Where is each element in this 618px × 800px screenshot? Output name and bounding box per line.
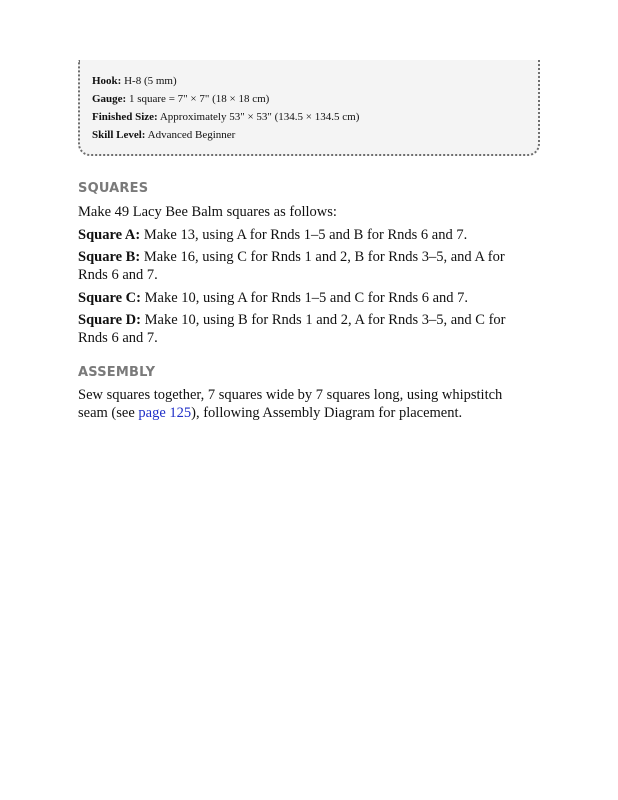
squares-intro: Make 49 Lacy Bee Balm squares as follows: [78,204,337,220]
square-d-label: Square D: [78,312,141,328]
square-b-text: Make 16, using C for Rnds 1 and 2, B for Rnds 3–5, and A for Rnds 6 and 7. [78,249,505,283]
skill-level-value: Advanced Beginner [147,129,236,141]
assembly-text-after: ), following Assembly Diagram for placement. [191,405,463,421]
square-a-label: Square A: [78,227,141,243]
assembly-instruction [78,386,530,422]
skill-level-line [92,126,359,144]
square-c-text: Make 10, using A for Rnds 1–5 and C for Rnds 6 and 7. [140,290,469,306]
square-b-instruction [78,248,530,284]
page-125-link[interactable]: page 125 [138,405,192,421]
square-d-instruction [78,311,530,347]
finished-size-line [92,108,359,126]
square-d-text: Make 10, using B for Rnds 1 and 2, A for Rnds 3–5, and C for Rnds 6 and 7. [78,312,506,346]
square-c-label: Square C: [78,290,141,306]
assembly-heading: ASSEMBLY [78,365,156,380]
materials-list [92,72,359,144]
gauge-value: 1 square = 7" × 7" (18 × 18 cm) [128,93,270,105]
gauge-line [92,90,359,108]
square-a-text: Make 13, using A for Rnds 1–5 and B for Rnds 6 and 7. [140,227,468,243]
hook-label: Hook: [92,75,122,87]
gauge-label: Gauge: [92,93,127,105]
materials-box [78,60,540,156]
finished-size-label: Finished Size: [92,111,158,123]
square-b-label: Square B: [78,249,141,265]
finished-size-value: Approximately 53" × 53" (134.5 × 134.5 cm) [159,111,360,123]
squares-heading: SQUARES [78,181,149,196]
assembly-text-before: Sew squares together, 7 squares wide by 7 squares long, using whipstitch seam (see [78,387,503,421]
skill-level-label: Skill Level: [92,129,146,141]
hook-value: H-8 (5 mm) [124,75,177,87]
square-c-instruction [78,289,530,307]
hook-line [92,72,359,90]
square-a-instruction [78,226,530,244]
